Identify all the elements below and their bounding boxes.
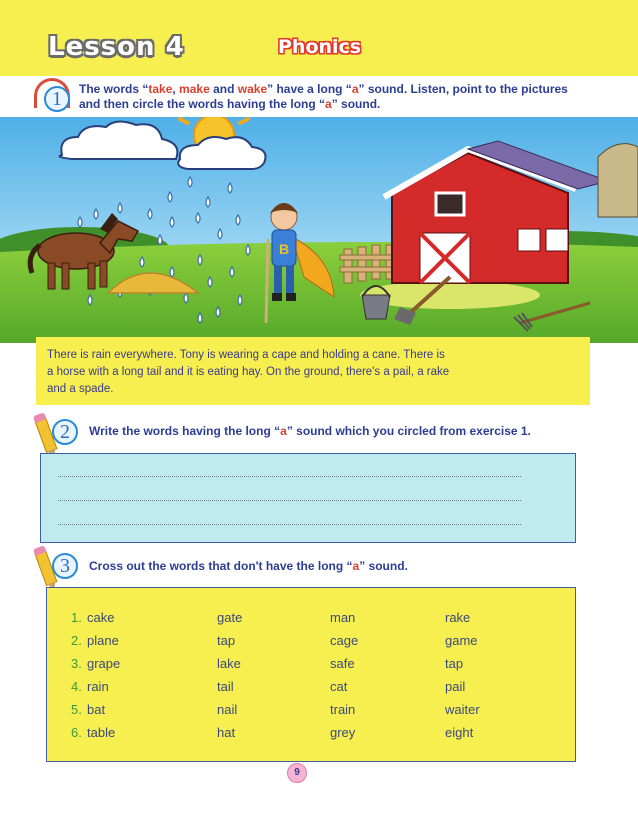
exercise-3-instruction: Cross out the words that don't have the long “a” sound.	[89, 559, 408, 573]
word-item[interactable]: grape	[87, 656, 121, 671]
word-item[interactable]: cage	[330, 633, 359, 648]
row-number: 6.	[71, 725, 82, 740]
row-number: 5.	[71, 702, 82, 717]
exercise-1-instruction: The words “take, make and wake” have a long “a” sound. Listen, point to the pictures and then circle the words having the long “a” sound.	[79, 82, 568, 111]
exercise-2-number: 2	[52, 419, 78, 445]
word-item[interactable]: nail	[217, 702, 238, 717]
word-item[interactable]: rake	[445, 610, 471, 625]
word-item[interactable]: tap	[217, 633, 236, 648]
word-item[interactable]: plane	[87, 633, 119, 648]
lesson-title: Lesson 4	[48, 32, 185, 62]
word-item[interactable]: game	[445, 633, 478, 648]
story-line: There is rain everywhere. Tony is wearing a cape and holding a cane. There is	[47, 349, 445, 361]
exercise-2-instruction: Write the words having the long “a” sound which you circled from exercise 1.	[89, 424, 531, 438]
word-item[interactable]: train	[330, 702, 356, 717]
row-number: 4.	[71, 679, 82, 694]
svg-text:B: B	[278, 241, 290, 257]
word-item[interactable]: tail	[217, 679, 234, 694]
word-item[interactable]: gate	[217, 610, 243, 625]
page-number: 9	[287, 763, 307, 783]
header-band	[0, 0, 638, 76]
exercise-3-number: 3	[52, 553, 78, 579]
row-number: 1.	[71, 610, 82, 625]
words-box	[46, 587, 576, 762]
word-item[interactable]: pail	[445, 679, 466, 694]
word-item[interactable]: table	[87, 725, 116, 740]
word-item[interactable]: hat	[217, 725, 236, 740]
word-item[interactable]: grey	[330, 725, 356, 740]
word-item[interactable]: cake	[87, 610, 115, 625]
answer-line-1[interactable]	[58, 476, 521, 477]
farm-illustration	[0, 117, 638, 343]
word-item[interactable]: tap	[445, 656, 464, 671]
story-line: a horse with a long tail and it is eating hay. On the ground, there's a pail, a rake	[47, 366, 450, 378]
word-item[interactable]: rain	[87, 679, 109, 694]
answer-box	[40, 453, 576, 543]
answer-line-2[interactable]	[58, 500, 521, 501]
word-item[interactable]: bat	[87, 702, 106, 717]
answer-line-3[interactable]	[58, 524, 521, 525]
word-item[interactable]: lake	[217, 656, 241, 671]
row-number: 2.	[71, 633, 82, 648]
word-item[interactable]: cat	[330, 679, 348, 694]
word-item[interactable]: waiter	[445, 702, 480, 717]
topic-title: Phonics	[278, 36, 362, 58]
word-item[interactable]: eight	[445, 725, 474, 740]
word-item[interactable]: safe	[330, 656, 355, 671]
story-line: and a spade.	[47, 383, 114, 395]
exercise-1-number: 1	[44, 86, 70, 112]
row-number: 3.	[71, 656, 82, 671]
word-item[interactable]: man	[330, 610, 356, 625]
story-text-box	[36, 337, 590, 405]
